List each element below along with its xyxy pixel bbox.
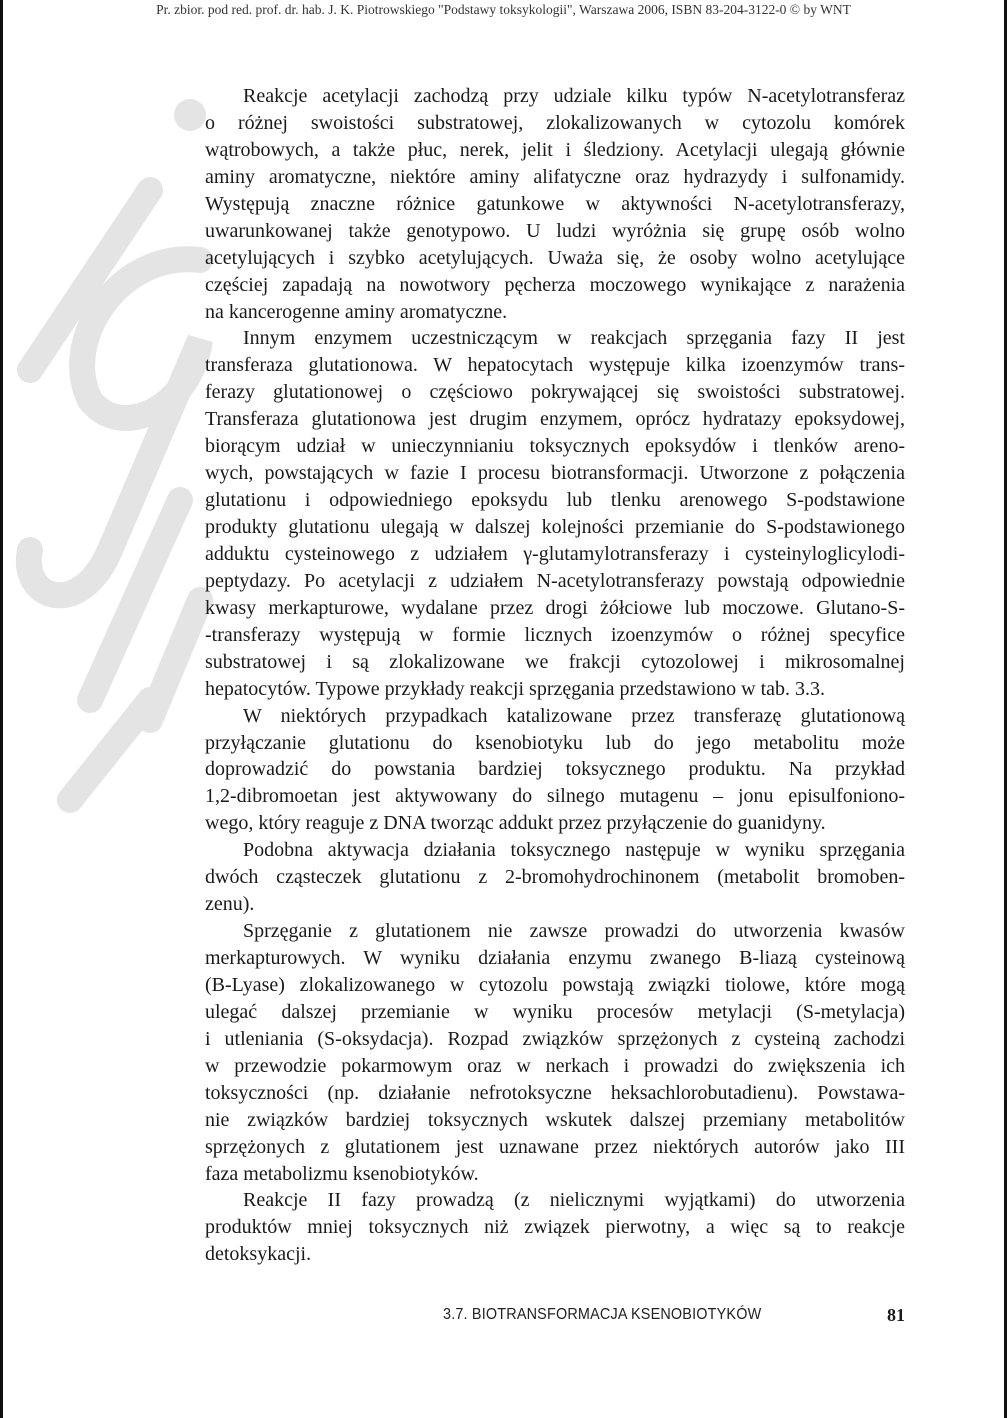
watermark — [0, 80, 220, 880]
text-line: wątrobowych, a także płuc, nerek, jelit i śledziony. Acetylacji ulegają głównie — [205, 138, 905, 161]
text-line: produktów mniej toksycznych niż związek pierwotny, a więc są to reakcje — [205, 1216, 905, 1239]
text-line: Występują znaczne różnice gatunkowe w aktywności N-acetylotransferazy, — [205, 192, 905, 215]
text-line: dwóch cząsteczek glutationu z 2-bromohydrochinonem (metabolit bromoben- — [205, 866, 905, 889]
paragraph — [205, 1187, 905, 1268]
text-line: ferazy glutationowej o częściowo pokrywającej się swoistości substratowej. — [205, 381, 905, 404]
text-line: faza metabolizmu ksenobiotyków. — [205, 1162, 479, 1185]
text-line: wego, który reaguje z DNA tworząc addukt przez przyłączenie do guanidyny. — [205, 812, 826, 835]
text-line: Reakcje II fazy prowadzą (z nielicznymi wyjątkami) do utworzenia — [243, 1189, 905, 1212]
text-line: adduktu cysteinowego z udziałem γ-glutamylotransferazy i cysteinyloglicylodi- — [205, 542, 905, 565]
paragraph — [205, 83, 905, 325]
text-line: doprowadzić do powstania bardziej toksycznego produktu. Na przykład — [205, 758, 905, 781]
text-line: toksyczności (np. działanie nefrotoksyczne heksachlorobutadienu). Powstawa- — [205, 1081, 905, 1104]
text-line: wych, powstających w fazie I procesu biotransformacji. Utworzone z połączenia — [205, 462, 905, 485]
text-line: kwasy merkapturowe, wydalane przez drogi żółciowe lub moczowe. Glutano-S- — [205, 596, 905, 619]
text-line: zenu). — [205, 893, 255, 916]
text-line: o różnej swoistości substratowej, zlokalizowanych w cytozolu komórek — [205, 111, 905, 134]
text-line: acetylujących i szybko acetylujących. Uważa się, że osoby wolno acetylujące — [205, 246, 905, 269]
text-line: hepatocytów. Typowe przykłady reakcji sprzęgania przedstawiono w tab. 3.3. — [205, 677, 826, 700]
text-line: W niektórych przypadkach katalizowane przez transferazę glutationową — [243, 704, 905, 727]
text-line: na kancerogenne aminy aromatyczne. — [205, 300, 508, 323]
text-line: transferaza glutationowa. W hepatocytach występuje kilka izoenzymów trans- — [205, 354, 905, 377]
citation-header: Pr. zbior. pod red. prof. dr. hab. J. K. Piotrowskiego "Podstawy toksykologii", Warszawa 2006, ISBN 83-204-3122-0 © by WNT — [156, 2, 851, 17]
text-line: peptydazy. Po acetylacji z udziałem N-acetylotransferazy powstają odpowiednie — [205, 569, 905, 592]
page-footer — [443, 1306, 905, 1332]
text-line: i utleniania (S-oksydacja). Rozpad związków sprzężonych z cysteiną zachodzi — [205, 1027, 905, 1050]
paragraph — [205, 325, 905, 702]
text-line: (B-Lyase) zlokalizowanego w cytozolu powstają związki tiolowe, które mogą — [205, 973, 905, 996]
text-line: nie związków bardziej toksycznych wskutek dalszej przemiany metabolitów — [205, 1108, 905, 1131]
text-line: Innym enzymem uczestniczącym w reakcjach sprzęgania fazy II jest — [243, 327, 905, 350]
text-line: częściej zapadają na nowotwory pęcherza moczowego wynikające z narażenia — [205, 273, 905, 296]
text-line: Transferaza glutationowa jest drugim enzymem, oprócz hydratazy epoksydowej, — [205, 408, 905, 431]
paragraph — [205, 703, 905, 838]
text-line: sprzężonych z glutationem jest uznawane przez niektórych autorów jako III — [205, 1135, 905, 1158]
text-line: biorącym udział w unieczynnianiu toksycznych epoksydów i tlenków areno- — [205, 435, 905, 458]
running-head: 3.7. BIOTRANSFORMACJA KSENOBIOTYKÓW — [443, 1306, 762, 1323]
text-line: glutationu i odpowiedniego epoksydu lub tlenku arenowego S-podstawione — [205, 489, 905, 512]
text-line: ulegać dalszej przemianie w wyniku procesów metylacji (S-metylacja) — [205, 1000, 905, 1023]
page-number: 81 — [887, 1305, 905, 1325]
text-line: produkty glutationu ulegają w dalszej kolejności przemianie do S-podstawionego — [205, 516, 905, 538]
text-line: substratowej i są zlokalizowane we frakcji cytozolowej i mikrosomalnej — [205, 650, 905, 673]
body-text — [205, 83, 905, 1268]
text-line: Sprzęganie z glutationem nie zawsze prowadzi do utworzenia kwasów — [243, 920, 905, 943]
text-line: -transferazy występują w formie licznych izoenzymów o różnej specyfice — [205, 623, 905, 646]
text-line: aminy aromatyczne, niektóre aminy alifatyczne oraz hydrazydy i sulfonamidy. — [205, 165, 905, 188]
text-line: detoksykacji. — [205, 1243, 312, 1266]
text-line: uwarunkowanej także genotypowo. U ludzi wyróżnia się grupę osób wolno — [205, 219, 905, 242]
text-line: Reakcje acetylacji zachodzą przy udziale kilku typów N-acetylotransferaz — [243, 85, 905, 107]
text-line: merkapturowych. W wyniku działania enzymu zwanego B-liazą cysteinową — [205, 947, 905, 969]
text-line: 1,2-dibromoetan jest aktywowany do silnego mutagenu – jonu episulfoniono- — [205, 785, 905, 808]
text-line: w przewodzie pokarmowym oraz w nerkach i prowadzi do zwiększenia ich — [205, 1054, 905, 1077]
paragraph — [205, 837, 905, 918]
text-line: przyłączanie glutationu do ksenobiotyku lub do jego metabolitu może — [205, 731, 905, 754]
text-line: Podobna aktywacja działania toksycznego następuje w wyniku sprzęgania — [243, 839, 905, 862]
paragraph — [205, 918, 905, 1187]
